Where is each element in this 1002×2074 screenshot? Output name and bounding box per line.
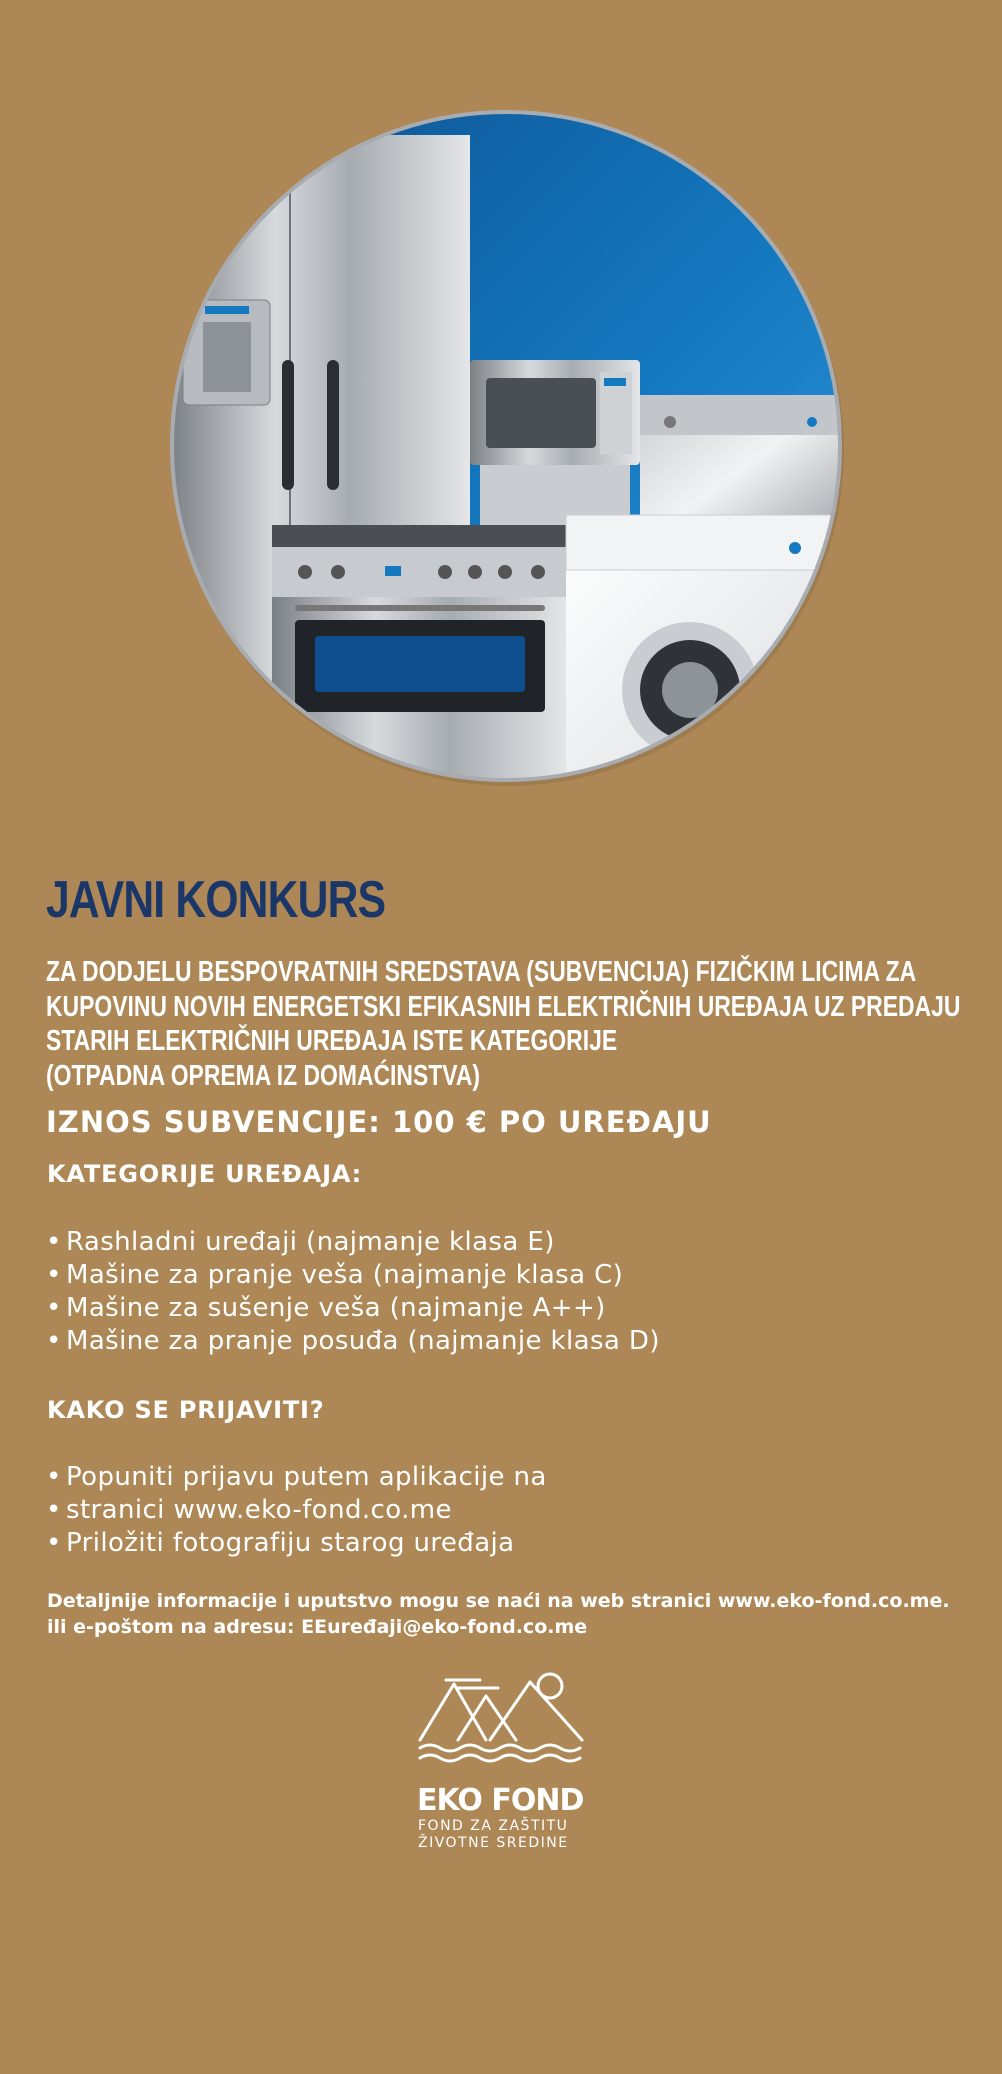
subtitle [46,955,962,1093]
details-note [47,1588,950,1640]
subsidy-amount: IZNOS SUBVENCIJE: 100 € PO UREĐAJU [46,1105,712,1139]
logo-tagline: FOND ZA ZAŠTITU [418,1818,569,1834]
list-item-text: Mašine za pranje posuđa (najmanje klasa D) [66,1326,660,1356]
bullet-icon: • [46,1326,62,1356]
list-item-text: stranici www.eko-fond.co.me [66,1495,452,1525]
list-item [46,1226,660,1259]
list-item-text: Mašine za pranje veša (najmanje klasa C) [66,1260,624,1290]
subtitle-line: STARIH ELEKTRIČNIH UREĐAJA ISTE KATEGORIJE [46,1025,618,1057]
list-item-text: Rashladni uređaji (najmanje klasa E) [66,1227,555,1257]
logo-name: EKO FOND [417,1783,584,1818]
how-to-apply-list [46,1461,547,1560]
list-item [46,1461,547,1494]
bullet-icon: • [46,1495,62,1525]
page-title: JAVNI KONKURS [46,871,386,929]
logo-tagline: ŽIVOTNE SREDINE [418,1835,569,1851]
list-item [46,1494,547,1527]
list-item-text: Priložiti fotografiju starog uređaja [66,1528,515,1558]
categories-heading: KATEGORIJE UREĐAJA: [47,1160,363,1188]
subtitle-line: ZA DODJELU BESPOVRATNIH SREDSTAVA (SUBVENCIJA) FIZIČKIM LICIMA ZA [46,956,917,988]
bullet-icon: • [46,1528,62,1558]
list-item-text: Mašine za sušenje veša (najmanje A++) [66,1293,606,1323]
categories-list [46,1226,660,1358]
subtitle-line: (OTPADNA OPREMA IZ DOMAĆINSTVA) [46,1059,480,1092]
list-item-text: Popuniti prijavu putem aplikacije na [66,1462,547,1492]
bullet-icon: • [46,1260,62,1290]
bullet-icon: • [46,1462,62,1492]
eko-fond-logo [410,1670,590,1852]
hero-appliances-illustration [0,0,1002,800]
list-item [46,1292,660,1325]
mountains-waves-logo-icon [418,1670,588,1780]
details-line: Detaljnije informacije i uputstvo mogu se naći na web stranici www.eko-fond.co.me. [47,1590,950,1612]
bullet-icon: • [46,1293,62,1323]
list-item [46,1325,660,1358]
details-line: ili e-poštom na adresu: EEuređaji@eko-fond.co.me [47,1616,588,1638]
list-item [46,1259,660,1292]
subtitle-line: KUPOVINU NOVIH ENERGETSKI EFIKASNIH ELEKTRIČNIH UREĐAJA UZ PREDAJU [46,990,961,1023]
list-item [46,1527,547,1560]
bullet-icon: • [46,1227,62,1257]
how-to-apply-heading: KAKO SE PRIJAVITI? [47,1396,325,1424]
